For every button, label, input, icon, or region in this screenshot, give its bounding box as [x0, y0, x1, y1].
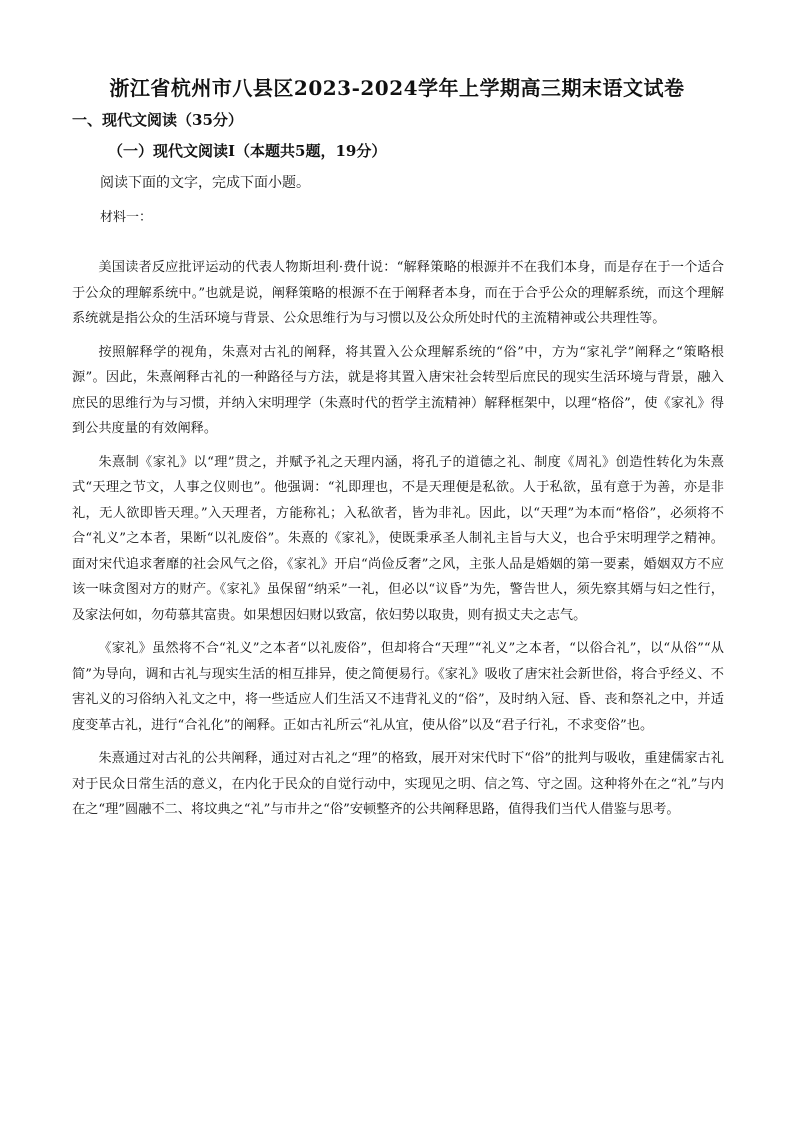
paragraph-2: 按照解释学的视角，朱熹对古礼的阐释，将其置入公众理解系统的“俗”中，方为“家礼学”阐释之“策略根源”。因此，朱熹阐释古礼的一种路径与方法，就是将其置入唐宋社会转型后庶民的现实生活环境与背景，融入庶民的思维行为与习惯，并纳入宋明理学（朱熹时代的哲学主流精神）解释框架中，以理“格俗”，使《家礼》得到公共度量的有效阐释。 — [72, 344, 724, 436]
paragraph-5: 朱熹通过对古礼的公共阐释，通过对古礼之“理”的格致，展开对宋代时下“俗”的批判与吸收，重建儒家古礼对于民众日常生活的意义，在内化于民众的自觉行动中，实现见之明、信之笃、守之固。这种将外在之“礼”与内在之“理”圆融不二、将坟典之“礼”与市井之“俗”安顿整齐的公共阐释思路，值得我们当代人借鉴与思考。 — [72, 751, 724, 817]
page-title: 浙江省杭州市八县区2023-2024学年上学期高三期末语文试卷 — [109, 76, 685, 100]
section-heading: 一、现代文阅读（35分） — [72, 111, 243, 129]
paragraph-1: 美国读者反应批评运动的代表人物斯坦利·费什说：“解释策略的根源并不在我们本身，而是存在于一个适合于公众的理解系统中。”也就是说，阐释策略的根源不在于阐释者本身，而在于合乎公众的理解系统，而这个理解系统就是指公众的生活环境与背景、公众思维行为与习惯以及公众所处时代的主流精神或公共理性等。 — [72, 260, 724, 326]
material-body — [72, 255, 724, 831]
reading-instruction: 阅读下面的文字，完成下面小题。 — [100, 175, 310, 191]
sub-section-heading: （一）现代文阅读Ⅰ（本题共5题，19分） — [108, 142, 387, 160]
material-label: 材料一： — [100, 210, 153, 225]
paragraph-3: 朱熹制《家礼》以“理”贯之，并赋予礼之天理内涵，将孔子的道德之礼、制度《周礼》创造性转化为朱熹式“天理之节文，人事之仪则也”。他强调：“礼即理也，不是天理便是私欲。人于私欲，虽有意于为善，亦是非礼，无人欲即皆天理。”入天理者，方能称礼；入私欲者，皆为非礼。因此，以“天理”为本而“格俗”，必须将不合“礼义”之本者，果断“以礼废俗”。朱熹的《家礼》，使既秉承圣人制礼主旨与大义，也合乎宋明理学之精神。面对宋代追求奢靡的社会风气之俗，《家礼》开启“尚俭反奢”之风，主张人品是婚姻的第一要素，婚姻双方不应该一味贪图对方的财产。《家礼》虽保留“纳采”一礼，但必以“议昏”为先，警告世人，须先察其婿与妇之性行，及家法何如，勿苟慕其富贵。如果想因妇财以致富，依妇势以取贵，则有损丈夫之志气。 — [72, 454, 724, 623]
paragraph-4: 《家礼》虽然将不合“礼义”之本者“以礼废俗”，但却将合“天理”“礼义”之本者，“以俗合礼”，以“从俗”“从简”为导向，调和古礼与现实生活的相互排异，使之简便易行。《家礼》吸收了唐宋社会新世俗，将合乎经义、不害礼义的习俗纳入礼文之中，将一些适应人们生活又不违背礼义的“俗”，及时纳入冠、昏、丧和祭礼之中，并适度变革古礼，进行“合礼化”的阐释。正如古礼所云“礼从宜，使从俗”以及“君子行礼，不求变俗”也。 — [72, 641, 724, 733]
